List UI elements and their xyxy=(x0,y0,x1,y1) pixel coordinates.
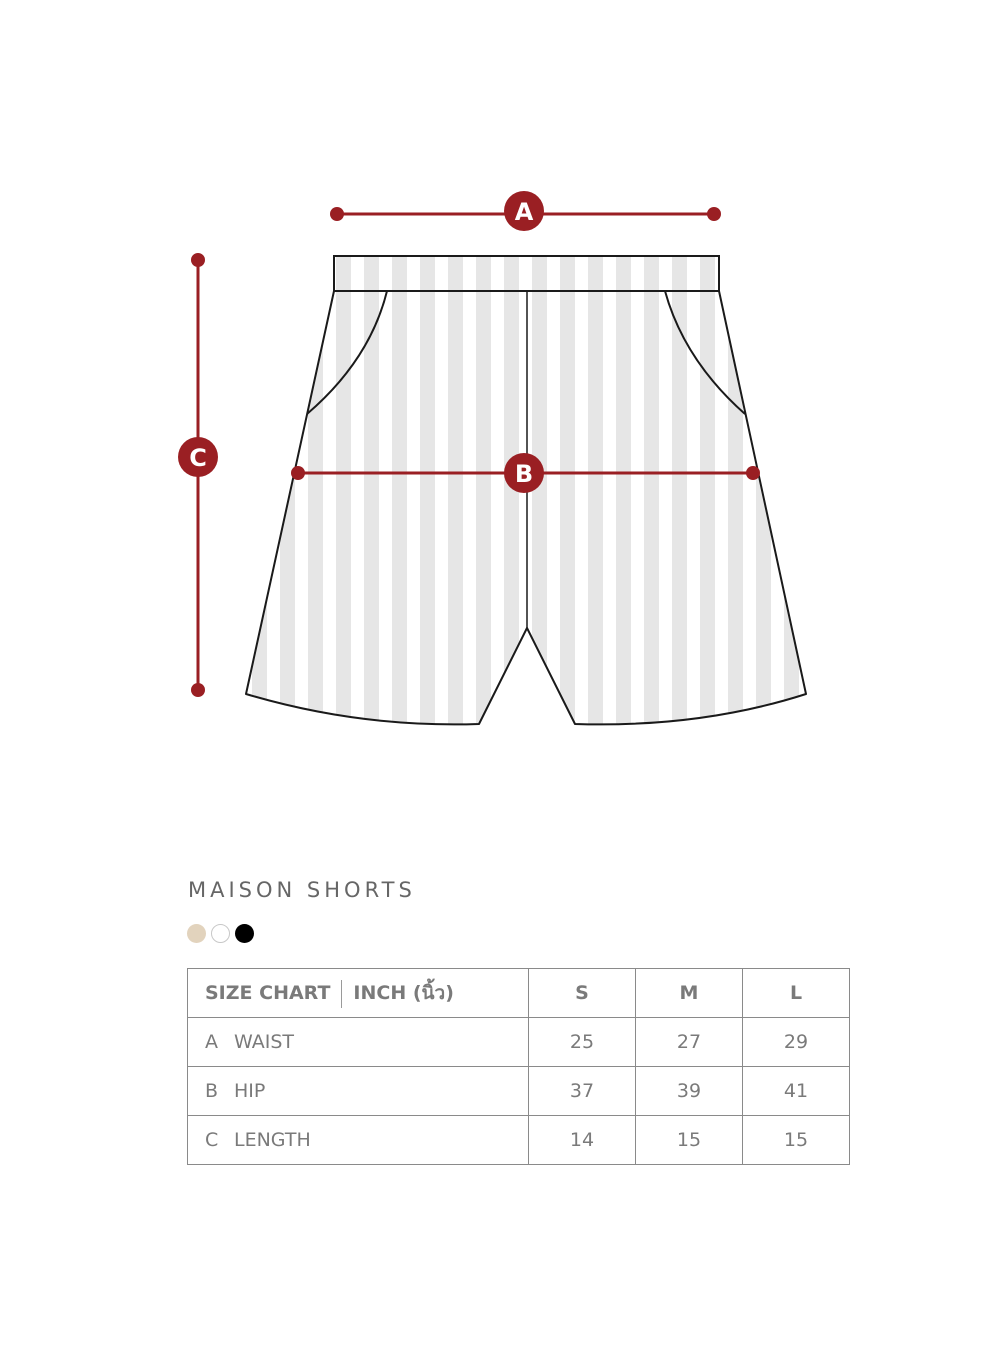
table-row-length xyxy=(188,1116,850,1165)
table-cell-value: 39 xyxy=(636,1067,743,1116)
size-header-l: L xyxy=(743,969,850,1018)
size-chart-header-row xyxy=(188,969,850,1018)
color-swatch-beige[interactable] xyxy=(187,924,206,943)
measure-c-endpoint-bottom xyxy=(191,683,205,697)
row-label: WAIST xyxy=(234,1031,295,1053)
row-label-hip xyxy=(188,1067,529,1116)
size-chart-title: SIZE CHART xyxy=(205,982,331,1004)
size-chart-table xyxy=(187,968,850,1165)
measure-c-label: C xyxy=(189,444,207,472)
measure-a-label: A xyxy=(514,198,534,226)
table-cell-value: 27 xyxy=(636,1018,743,1067)
waistband xyxy=(334,256,719,291)
color-swatch-white[interactable] xyxy=(211,924,230,943)
row-letter: B xyxy=(205,1080,219,1102)
table-cell-value: 14 xyxy=(529,1116,636,1165)
row-letter: C xyxy=(205,1129,219,1151)
table-cell-value: 37 xyxy=(529,1067,636,1116)
row-letter: A xyxy=(205,1031,218,1053)
shorts-body xyxy=(246,291,806,724)
table-cell-value: 15 xyxy=(743,1116,850,1165)
table-cell-value: 15 xyxy=(636,1116,743,1165)
size-header-s: S xyxy=(529,969,636,1018)
table-row-hip xyxy=(188,1067,850,1116)
color-swatches xyxy=(187,924,254,945)
table-cell-value: 25 xyxy=(529,1018,636,1067)
header-divider xyxy=(341,980,342,1008)
measure-b-endpoint-left xyxy=(291,466,305,480)
row-label: HIP xyxy=(234,1080,266,1102)
row-label-waist xyxy=(188,1018,529,1067)
measure-c-endpoint-top xyxy=(191,253,205,267)
measure-c-length xyxy=(178,253,218,697)
measure-a-waist xyxy=(330,191,721,231)
measure-a-endpoint-right xyxy=(707,207,721,221)
color-swatch-black[interactable] xyxy=(235,924,254,943)
table-cell-value: 41 xyxy=(743,1067,850,1116)
row-label: LENGTH xyxy=(234,1129,311,1151)
table-cell-value: 29 xyxy=(743,1018,850,1067)
product-title: MAISON SHORTS xyxy=(188,878,416,902)
table-row-waist xyxy=(188,1018,850,1067)
measure-b-endpoint-right xyxy=(746,466,760,480)
size-chart-header-label-cell xyxy=(188,969,529,1018)
size-header-m: M xyxy=(636,969,743,1018)
size-chart-unit: INCH (นิ้ว) xyxy=(353,982,454,1004)
measure-a-endpoint-left xyxy=(330,207,344,221)
row-label-length xyxy=(188,1116,529,1165)
measure-b-label: B xyxy=(514,460,534,488)
